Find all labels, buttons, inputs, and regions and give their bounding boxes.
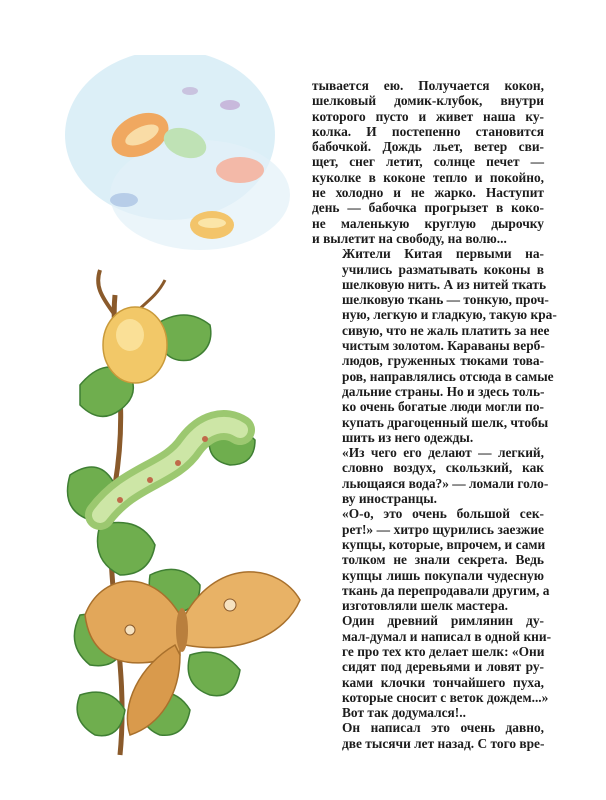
text-line: чистым золотом. Караваны верб- — [342, 338, 545, 354]
text-line: щет, снег летит, солнце печет — — [312, 154, 544, 170]
text-line: которого пусто и живет наша ку- — [312, 108, 544, 124]
paragraph — [312, 445, 549, 507]
text-line: куколке в коконе тепло и покойно, — [312, 169, 544, 185]
silkworm-illustration — [60, 55, 310, 775]
text-line: тывается ею. Получается кокон, — [312, 78, 544, 93]
text-line: не маленькую круглую дырочку — [312, 215, 544, 231]
text-line: мал-думал и написал в одной кни- — [342, 628, 552, 644]
text-line: ками клочки тончайшего пуха, — [342, 674, 544, 690]
text-line: и вылетит на свободу, на волю... — [312, 230, 507, 246]
text-line: людов, груженных тюками това- — [342, 353, 544, 369]
text-line: Один древний римлянин ду- — [342, 613, 544, 629]
text-line: учились разматывать коконы в — [342, 261, 544, 277]
text-line: ко очень богатые люди могли по- — [342, 399, 544, 415]
paragraph — [312, 720, 544, 751]
text-line: рет!» — хитро щурились заезжие — [342, 521, 544, 537]
text-line: Вот так додумался!.. — [342, 705, 466, 721]
text-line: ге про тех кто делает шелк: «Они — [342, 643, 545, 659]
paragraph — [312, 506, 550, 614]
text-line: день — бабочка прогрызет в коко- — [312, 200, 544, 216]
text-line: бабочкой. Дождь льет, ветер сви- — [312, 139, 544, 155]
text-line: колка. И постепенно становится — [312, 123, 544, 139]
text-line: Он написал это очень давно, — [342, 720, 544, 736]
text-line: ров, направлялись отсюда в самые — [342, 368, 554, 384]
text-line: две тысячи лет назад. С того вре- — [342, 735, 545, 751]
text-line: «Из чего его делают — легкий, — [342, 445, 544, 461]
text-line: ткань да перепродавали другим, а — [342, 582, 550, 598]
text-line: купцы лишь покупали чудесную — [342, 567, 544, 583]
text-line: Жители Китая первыми на- — [342, 246, 544, 262]
text-line: дальние страны. Но и здесь толь- — [342, 383, 545, 399]
text-line: которые сносит с веток дождем...» — [342, 689, 549, 705]
paragraph — [312, 246, 557, 445]
text-line: ную, легкую и гладкую, такую кра- — [342, 307, 557, 323]
text-line: ву иностранцы. — [342, 491, 438, 507]
text-line: шить из него одежды. — [342, 429, 474, 445]
text-line: шелковую нить. А из нитей ткать — [342, 276, 547, 292]
paragraph — [312, 78, 544, 246]
text-line: сивую, что не жаль платить за нее — [342, 322, 550, 338]
text-line: шелковый домик-клубок, внутри — [312, 93, 544, 109]
text-line: сидят под деревьями и ловят ру- — [342, 659, 544, 675]
text-line: льющаяся вода?» — ломали голо- — [342, 475, 549, 491]
article-text — [312, 78, 557, 751]
paragraph — [312, 613, 552, 721]
text-line: толком не знали секрета. Ведь — [342, 552, 544, 568]
cocoon — [103, 307, 167, 383]
text-line: изготовляли шелк мастера. — [342, 598, 509, 614]
text-line: шелковую ткань — тонкую, проч- — [342, 292, 549, 308]
text-line: купцы, которые, впрочем, и сами — [342, 536, 546, 552]
text-line: «О-о, это очень большой сек- — [342, 506, 544, 522]
text-line: словно воздух, скользкий, как — [342, 460, 544, 476]
text-line: не холодно и не жарко. Наступит — [312, 185, 544, 201]
text-line: купать драгоценный шелк, чтобы — [342, 414, 549, 430]
